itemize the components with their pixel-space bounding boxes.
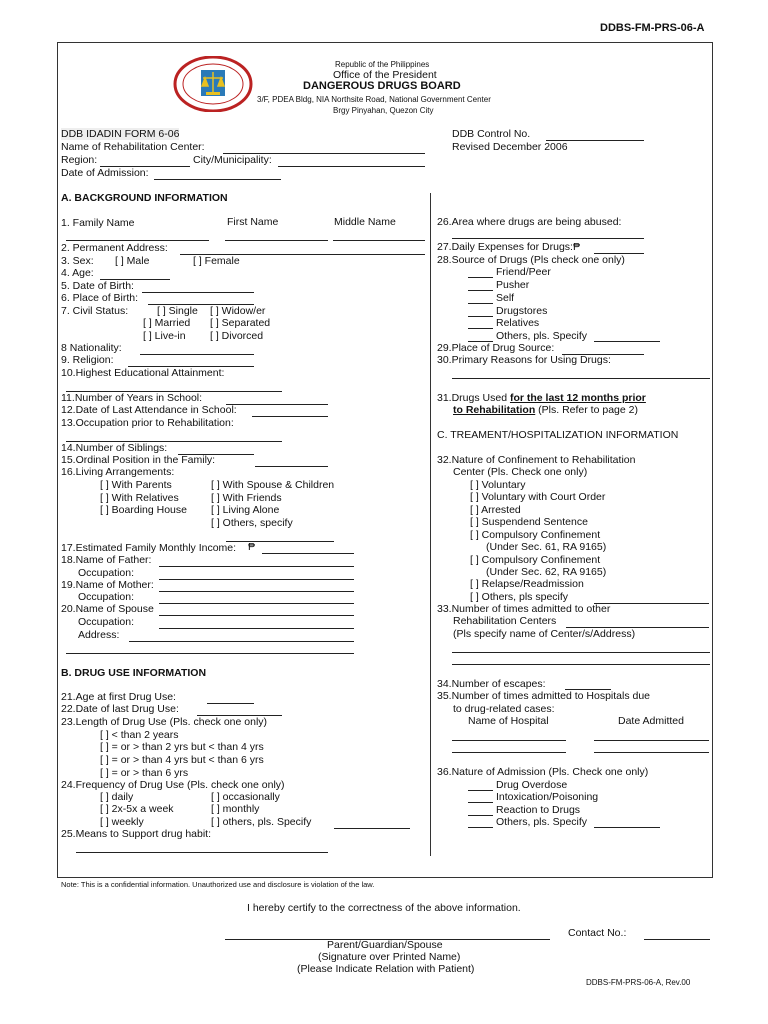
q19-label: 19.Name of Mother: [61, 579, 154, 591]
self-option: Self [496, 292, 515, 304]
length-2to4-checkbox[interactable]: [ ] = or > than 2 yrs but < than 4 yrs [100, 741, 264, 753]
first-name-label: First Name [227, 216, 279, 228]
spouse-field[interactable] [159, 615, 354, 616]
others-admission-option: Others, pls. Specify [496, 816, 588, 828]
divorced-checkbox[interactable]: [ ] Divorced [210, 330, 264, 342]
q9-label: 9. Religion: [61, 354, 114, 366]
others-specify-checkbox[interactable]: [ ] Others, specify [211, 517, 293, 529]
q23-label: 23.Length of Drug Use (Pls. check one only) [61, 716, 268, 728]
date-field-2[interactable] [594, 752, 709, 753]
q32-label: 32.Nature of Confinement to Rehabilitation [437, 454, 636, 466]
weekly-checkbox[interactable]: [ ] weekly [100, 816, 144, 828]
q6-label: 6. Place of Birth: [61, 292, 139, 304]
female-checkbox[interactable]: [ ] Female [193, 255, 240, 267]
daily-checkbox[interactable]: [ ] daily [100, 791, 134, 803]
ordinal-field[interactable] [255, 466, 328, 467]
sec62-label: (Under Sec. 62, RA 9165) [486, 566, 607, 578]
hospital-field-2[interactable] [452, 752, 566, 753]
q20-label: 20.Name of Spouse [61, 603, 154, 615]
others-source-field[interactable] [594, 341, 660, 342]
reaction-blank[interactable] [468, 815, 493, 816]
reasons-field[interactable] [452, 378, 710, 379]
q31-label-2: to Rehabilitation (Pls. Refer to page 2) [453, 404, 638, 416]
q4-label: 4. Age: [61, 267, 94, 279]
others-conf-checkbox[interactable]: [ ] Others, pls specify [470, 591, 569, 603]
q35-label-2: to drug-related cases: [453, 703, 555, 715]
suspended-checkbox[interactable]: [ ] Suspendend Sentence [470, 516, 588, 528]
city-label: City/Municipality: [193, 154, 272, 166]
q33-label: 33.Number of times admitted to other [437, 603, 611, 615]
others-admission-field[interactable] [594, 827, 660, 828]
signature-label-3: (Please Indicate Relation with Patient) [297, 963, 475, 975]
reaction-option: Reaction to Drugs [496, 804, 581, 816]
income-field[interactable] [262, 553, 354, 554]
seal-icon [173, 56, 253, 112]
section-a-title: A. BACKGROUND INFORMATION [61, 192, 228, 204]
q30-label: 30.Primary Reasons for Using Drugs: [437, 354, 611, 366]
signature-label-2: (Signature over Printed Name) [318, 951, 461, 963]
monthly-checkbox[interactable]: [ ] monthly [211, 803, 260, 815]
city-field[interactable] [278, 166, 425, 167]
boarding-checkbox[interactable]: [ ] Boarding House [100, 504, 187, 516]
widow-checkbox[interactable]: [ ] Widow/er [210, 305, 266, 317]
q12-label: 12.Date of Last Attendance in School: [61, 404, 237, 416]
control-no-label: DDB Control No. [452, 128, 531, 140]
alone-checkbox[interactable]: [ ] Living Alone [211, 504, 280, 516]
relatives-checkbox[interactable]: [ ] With Relatives [100, 492, 179, 504]
signature-label-1: Parent/Guardian/Spouse [327, 939, 443, 951]
center-address-field[interactable] [452, 652, 710, 653]
area-field[interactable] [452, 238, 644, 239]
q29-label: 29.Place of Drug Source: [437, 342, 555, 354]
q11-label: 11.Number of Years in School: [61, 392, 203, 404]
q25-label: 25.Means to Support drug habit: [61, 828, 212, 840]
hospital-field-1[interactable] [452, 740, 566, 741]
support-habit-field[interactable] [76, 852, 328, 853]
friends-checkbox[interactable]: [ ] With Friends [211, 492, 282, 504]
q24-label: 24.Frequency of Drug Use (Pls. check one only) [61, 779, 285, 791]
father-occupation-label: Occupation: [78, 567, 135, 579]
voluntary-checkbox[interactable]: [ ] Voluntary [470, 479, 526, 491]
header-office: Office of the President [333, 69, 437, 81]
hospital-header: Name of Hospital [468, 715, 549, 727]
others-specify-field[interactable] [226, 541, 334, 542]
header-republic: Republic of the Philippines [335, 60, 430, 69]
q17-label: 17.Estimated Family Monthly Income: [61, 542, 237, 554]
drugstores-option: Drugstores [496, 305, 548, 317]
others-conf-field[interactable] [594, 603, 709, 604]
admission-label: Date of Admission: [61, 167, 149, 179]
q8-label: 8 Nationality: [61, 342, 122, 354]
sec61-label: (Under Sec. 61, RA 9165) [486, 541, 607, 553]
header-address1: 3/F, PDEA Bldg, NIA Northsite Road, National Government Center [257, 95, 491, 104]
contact-label: Contact No.: [568, 927, 627, 939]
spouse-address-field-2[interactable] [66, 653, 354, 654]
q5-label: 5. Date of Birth: [61, 280, 134, 292]
vol-court-checkbox[interactable]: [ ] Voluntary with Court Order [470, 491, 606, 503]
revision-code: DDBS-FM-PRS-06-A, Rev.00 [586, 978, 691, 987]
family-name-field[interactable] [66, 240, 209, 241]
father-occupation-field[interactable] [159, 579, 354, 580]
date-admitted-header: Date Admitted [618, 715, 684, 727]
contact-field[interactable] [644, 939, 710, 940]
peso-sign: ₱ [248, 541, 256, 553]
self-blank[interactable] [468, 303, 493, 304]
q2-label: 2. Permanent Address: [61, 242, 168, 254]
mother-field[interactable] [159, 591, 354, 592]
q26-label: 26.Area where drugs are being abused: [437, 216, 622, 228]
q28-label: 28.Source of Drugs (Pls check one only) [437, 254, 625, 266]
relatives-option: Relatives [496, 317, 540, 329]
length-lt2-checkbox[interactable]: [ ] < than 2 years [100, 729, 179, 741]
drugstores-blank[interactable] [468, 316, 493, 317]
intox-blank[interactable] [468, 802, 493, 803]
mother-occupation-label: Occupation: [78, 591, 135, 603]
region-label: Region: [61, 154, 98, 166]
length-gt6-checkbox[interactable]: [ ] = or > than 6 yrs [100, 767, 189, 779]
overdose-blank[interactable] [468, 790, 493, 791]
spouse-children-checkbox[interactable]: [ ] With Spouse & Children [211, 479, 335, 491]
date-field-1[interactable] [594, 740, 709, 741]
married-checkbox[interactable]: [ ] Married [143, 317, 191, 329]
separated-checkbox[interactable]: [ ] Separated [210, 317, 271, 329]
q16-label: 16.Living Arrangements: [61, 466, 175, 478]
friend-option: Friend/Peer [496, 266, 551, 278]
relapse-checkbox[interactable]: [ ] Relapse/Readmission [470, 578, 584, 590]
relatives-blank[interactable] [468, 328, 493, 329]
form-number: DDB IDADIN FORM 6-06 [61, 128, 180, 140]
q34-label: 34.Number of escapes: [437, 678, 546, 690]
spouse-address-label: Address: [78, 629, 120, 641]
mother-occupation-field[interactable] [159, 603, 354, 604]
header-board: DANGEROUS DRUGS BOARD [303, 80, 461, 92]
spouse-occupation-field[interactable] [159, 628, 354, 629]
first-name-field[interactable] [225, 240, 328, 241]
certify-text: I hereby certify to the correctness of the above information. [247, 902, 521, 914]
intox-option: Intoxication/Poisoning [496, 791, 599, 803]
section-c-title: C. TREAMENT/HOSPITALIZATION INFORMATION [437, 429, 679, 441]
occasionally-checkbox[interactable]: [ ] occasionally [211, 791, 280, 803]
form-code: DDBS-FM-PRS-06-A [600, 22, 705, 34]
confidential-note: Note: This is a confidential information. Unauthorized use and disclosure is violation of the law. [61, 880, 375, 889]
others-freq-field[interactable] [334, 828, 410, 829]
q32-label-2: Center (Pls. Check one only) [453, 466, 588, 478]
years-school-field[interactable] [226, 404, 328, 405]
q33-label-3: (Pls specify name of Center/s/Address) [453, 628, 636, 640]
twice-checkbox[interactable]: [ ] 2x-5x a week [100, 803, 174, 815]
pusher-option: Pusher [496, 279, 530, 291]
admission-field[interactable] [154, 179, 281, 180]
q3-label: 3. Sex: [61, 255, 94, 267]
q13-label: 13.Occupation prior to Rehabilitation: [61, 417, 234, 429]
q27-label: 27.Daily Expenses for Drugs:₱ [437, 241, 580, 253]
q21-label: 21.Age at first Drug Use: [61, 691, 176, 703]
q7-label: 7. Civil Status: [61, 305, 129, 317]
q31-label: 31.Drugs Used for the last 12 months prior [437, 392, 646, 404]
q22-label: 22.Date of last Drug Use: [61, 703, 179, 715]
q36-label: 36.Nature of Admission (Pls. Check one only) [437, 766, 649, 778]
overdose-option: Drug Overdose [496, 779, 568, 791]
q35-label: 35.Number of times admitted to Hospitals due [437, 690, 651, 702]
single-checkbox[interactable]: [ ] Single [157, 305, 198, 317]
dob-field[interactable] [142, 292, 254, 293]
first-use-field[interactable] [207, 703, 254, 704]
q14-label: 14.Number of Siblings: [61, 442, 168, 454]
arrested-checkbox[interactable]: [ ] Arrested [470, 504, 521, 516]
middle-name-field[interactable] [333, 240, 425, 241]
friend-blank[interactable] [468, 277, 493, 278]
q10-label: 10.Highest Educational Attainment: [61, 367, 225, 379]
compulsory62-checkbox[interactable]: [ ] Compulsory Confinement [470, 554, 601, 566]
revised-label: Revised December 2006 [452, 141, 568, 153]
others-admission-blank[interactable] [468, 827, 493, 828]
nationality-field[interactable] [140, 354, 254, 355]
column-divider [430, 193, 431, 856]
compulsory61-checkbox[interactable]: [ ] Compulsory Confinement [470, 529, 601, 541]
rehab-center-label: Name of Rehabilitation Center: [61, 141, 205, 153]
q1-label: 1. Family Name [61, 217, 135, 229]
male-checkbox[interactable]: [ ] Male [115, 255, 150, 267]
section-b-title: B. DRUG USE INFORMATION [61, 667, 207, 679]
header-address2: Brgy Pinyahan, Quezon City [333, 106, 434, 115]
q33-label-2: Rehabilitation Centers [453, 615, 557, 627]
last-attendance-field[interactable] [252, 416, 328, 417]
pusher-blank[interactable] [468, 290, 493, 291]
spouse-occupation-label: Occupation: [78, 616, 135, 628]
q15-label: 15.Ordinal Position in the Family: [61, 454, 216, 466]
length-4to6-checkbox[interactable]: [ ] = or > than 4 yrs but < than 6 yrs [100, 754, 264, 766]
q18-label: 18.Name of Father: [61, 554, 152, 566]
others-freq-checkbox[interactable]: [ ] others, pls. Specify [211, 816, 312, 828]
middle-name-label: Middle Name [334, 216, 396, 228]
others-source-option: Others, pls. Specify [496, 330, 588, 342]
parents-checkbox[interactable]: [ ] With Parents [100, 479, 172, 491]
center-address-field-2[interactable] [452, 664, 710, 665]
father-field[interactable] [159, 566, 354, 567]
livein-checkbox[interactable]: [ ] Live-in [143, 330, 186, 342]
spouse-address-field[interactable] [129, 641, 354, 642]
